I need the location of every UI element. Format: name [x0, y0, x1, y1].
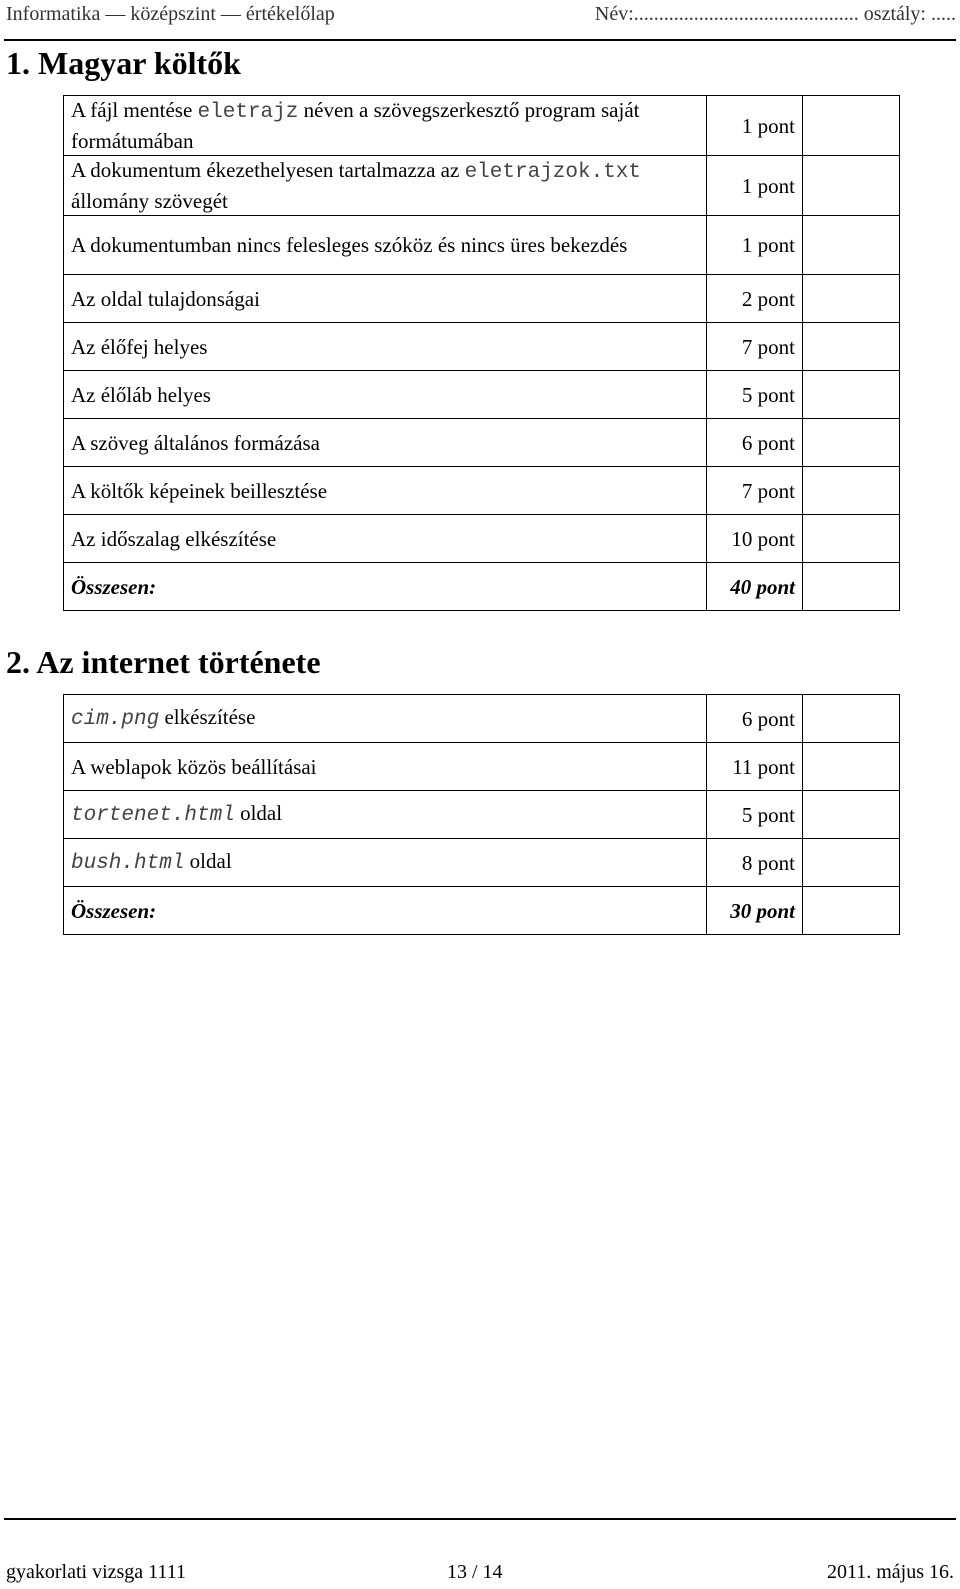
- footer-rule: [4, 1518, 956, 1520]
- points-cell: 7 pont: [707, 323, 803, 371]
- criterion-text: A fájl mentése: [71, 98, 198, 122]
- file-name: cim.png: [71, 708, 160, 731]
- points-cell: 11 pont: [707, 743, 803, 791]
- points-cell: 1 pont: [707, 216, 803, 275]
- page-header: [6, 2, 956, 36]
- score-entry-cell: [803, 216, 900, 275]
- score-entry-cell: [803, 156, 900, 216]
- score-entry-cell: [803, 839, 900, 887]
- file-name: tortenet.html: [71, 804, 235, 827]
- total-label: Összesen:: [64, 563, 707, 611]
- footer-page-number: 13 / 14: [447, 1561, 503, 1583]
- points-cell: 2 pont: [707, 275, 803, 323]
- criterion-text: állomány szövegét: [71, 189, 228, 213]
- score-entry-cell: [803, 563, 900, 611]
- score-entry-cell: [803, 467, 900, 515]
- criterion-cell: [64, 695, 707, 743]
- criterion-text: A dokumentum ékezethelyesen tartalmazza az: [71, 158, 465, 182]
- criterion-cell: Az élőfej helyes: [64, 323, 707, 371]
- criterion-cell: A szöveg általános formázása: [64, 419, 707, 467]
- criterion-cell: A dokumentumban nincs felesleges szóköz és nincs üres bekezdés: [64, 216, 707, 275]
- section-2-title: 2. Az internet története: [6, 644, 321, 680]
- points-cell: 8 pont: [707, 839, 803, 887]
- total-points: 40 pont: [707, 563, 803, 611]
- criterion-cell: Az időszalag elkészítése: [64, 515, 707, 563]
- points-cell: 10 pont: [707, 515, 803, 563]
- points-cell: 7 pont: [707, 467, 803, 515]
- score-entry-cell: [803, 96, 900, 156]
- points-cell: 1 pont: [707, 96, 803, 156]
- score-entry-cell: [803, 887, 900, 935]
- criterion-cell: Az oldal tulajdonságai: [64, 275, 707, 323]
- header-subject: Informatika — középszint — értékelőlap: [6, 3, 335, 25]
- criterion-cell: A weblapok közös beállításai: [64, 743, 707, 791]
- criterion-cell: A költők képeinek beillesztése: [64, 467, 707, 515]
- footer-date: 2011. május 16.: [826, 1561, 954, 1583]
- table-row: [64, 743, 900, 791]
- total-points: 30 pont: [707, 887, 803, 935]
- score-entry-cell: [803, 371, 900, 419]
- criterion-cell: [64, 791, 707, 839]
- criterion-cell: [64, 156, 707, 216]
- file-name: bush.html: [71, 852, 185, 875]
- score-entry-cell: [803, 275, 900, 323]
- points-cell: 6 pont: [707, 419, 803, 467]
- header-rule: [4, 39, 956, 41]
- table-row: [64, 371, 900, 419]
- table-row: [64, 791, 900, 839]
- table-row: [64, 419, 900, 467]
- table-row: [64, 323, 900, 371]
- score-entry-cell: [803, 323, 900, 371]
- table-row: [64, 695, 900, 743]
- score-entry-cell: [803, 743, 900, 791]
- criterion-cell: [64, 839, 707, 887]
- score-entry-cell: [803, 515, 900, 563]
- points-cell: 5 pont: [707, 791, 803, 839]
- criterion-cell: Az élőláb helyes: [64, 371, 707, 419]
- section-1-score-table: [63, 95, 900, 611]
- points-cell: 5 pont: [707, 371, 803, 419]
- section-1-title: 1. Magyar költők: [6, 45, 241, 81]
- table-row: [64, 156, 900, 216]
- criterion-text: elkészítése: [159, 705, 256, 729]
- criterion-cell: [64, 96, 707, 156]
- points-cell: 1 pont: [707, 156, 803, 216]
- section-2-score-table: [63, 694, 900, 935]
- total-label: Összesen:: [64, 887, 707, 935]
- score-entry-cell: [803, 695, 900, 743]
- criterion-text: néven a szövegszerkesztő program saját formátumában: [71, 98, 640, 153]
- total-row: [64, 563, 900, 611]
- score-entry-cell: [803, 791, 900, 839]
- footer-exam-code: gyakorlati vizsga 1111: [6, 1561, 186, 1583]
- file-name: eletrajz: [197, 101, 299, 124]
- table-row: [64, 275, 900, 323]
- criterion-text: oldal: [234, 801, 283, 825]
- table-row: [64, 96, 900, 156]
- total-row: [64, 887, 900, 935]
- header-name-class: Név:............................................. osztály: .....: [594, 3, 956, 25]
- score-entry-cell: [803, 419, 900, 467]
- file-name: eletrajzok.txt: [464, 161, 642, 184]
- criterion-text: oldal: [184, 849, 232, 873]
- table-row: [64, 467, 900, 515]
- table-row: [64, 839, 900, 887]
- points-cell: 6 pont: [707, 695, 803, 743]
- table-row: [64, 216, 900, 275]
- table-row: [64, 515, 900, 563]
